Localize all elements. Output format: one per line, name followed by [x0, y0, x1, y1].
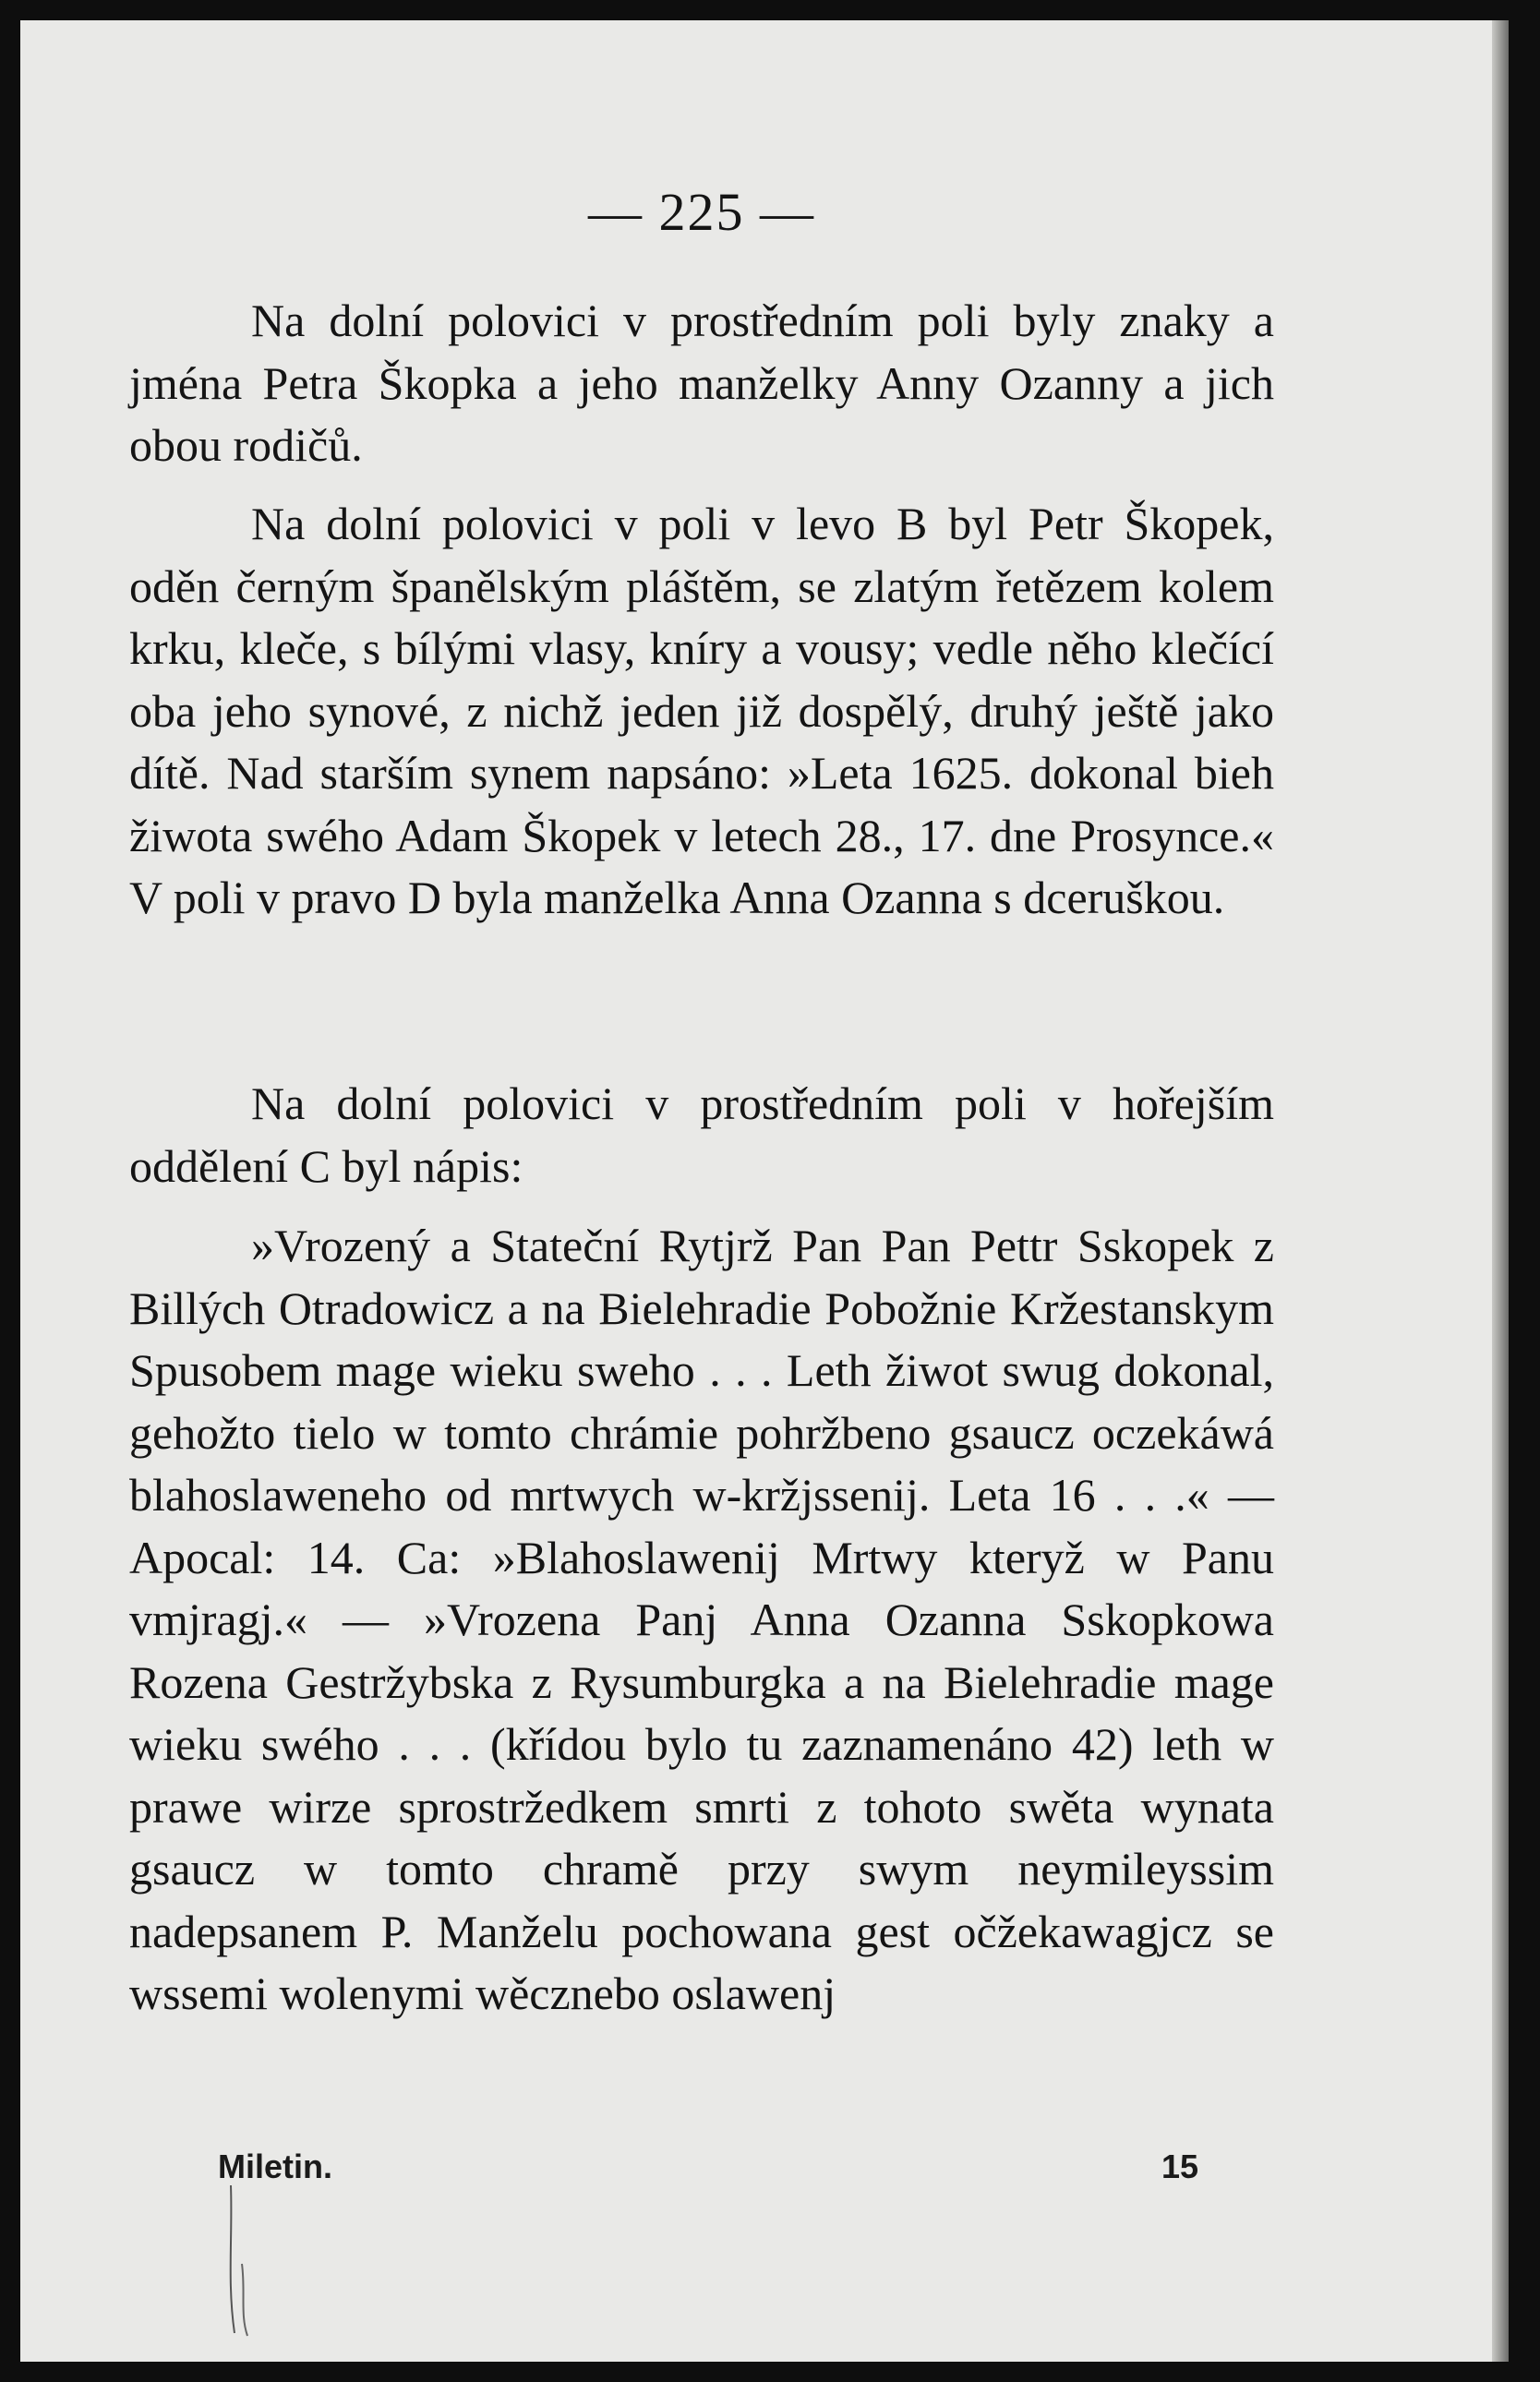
- paragraph-1: Na dolní polovici v prostředním poli byly znaky a jména Petra Škopka a jeho manželky Anny Ozanny a jich obou rodičů.: [129, 295, 1274, 471]
- paragraph-inscription: »Vrozený a Stateční Rytjrž Pan Pan Pettr Sskopek z Billých Otradowicz a na Bielehradie Pobožnie Kržestanskym Spusobem mage wieku sweho . . . Leth žiwot swug dokonal, gehožto tielo w tomto chrámie pohržbeno gsaucz oczekáwá blahoslaweneho od mrtwych w-kržjssenij. Leta 16 . . .« — Apocal: 14. Ca: »Blahoslawenij Mrtwy kteryž w Panu vmjragj.« — »Vrozena Panj Anna Ozanna Sskopkowa Rozena Gestržybska z Rysumburgka a na Bielehradie mage wieku swého . . . (křídou bylo tu zaznamenáno 42) leth w prawe wirze sprostržedkem smrti z tohoto swěta wynata gsaucz w tomto chramě przy swym neymileyssim nadepsanem P. Manželu pochowana gest očžekawagjcz se wssemi wolenymi wěcznebo oslawenj: [129, 1220, 1274, 2019]
- footer-signature: Miletin.: [218, 2147, 332, 2185]
- paragraph-3: Na dolní polovici v prostředním poli v hořejším oddělení C byl nápis:: [129, 1077, 1274, 1192]
- page-edge-shadow: [1492, 20, 1509, 2362]
- scan-scratch-mark: [214, 2181, 270, 2338]
- footer-sheet-number: 15: [1161, 2147, 1199, 2185]
- page-footer: [129, 2147, 1274, 2194]
- book-page: [20, 20, 1509, 2362]
- page-number: — 225 —: [588, 182, 815, 242]
- paragraph-2: Na dolní polovici v poli v levo B byl Petr Škopek, oděn černým španělským pláštěm, se zlatým řetězem kolem krku, kleče, s bílými vlasy, kníry a vousy; vedle něho klečící oba jeho synové, z nichž jeden již dospělý, druhý ještě jako dítě. Nad starším synem napsáno: »Leta 1625. dokonal bieh žiwota swého Adam Škopek v letech 28., 17. dne Prosynce.« V poli v pravo D byla manželka Anna Ozanna s dceruškou.: [129, 498, 1274, 923]
